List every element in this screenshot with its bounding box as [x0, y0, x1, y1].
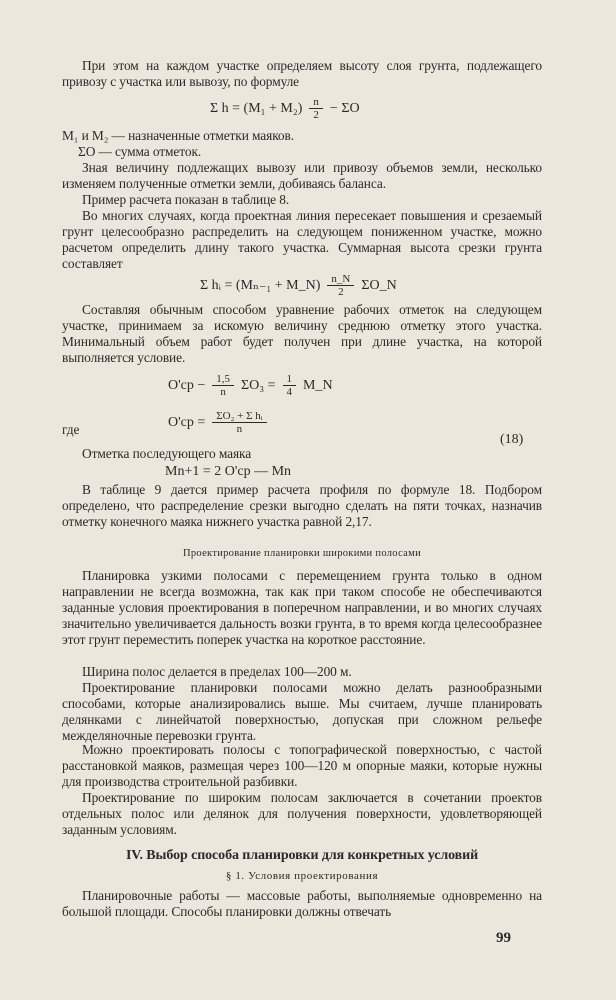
paragraph: Можно проектировать полосы с топографической поверхностью, с частой расстановкой маяков, размещая через 100—120 м опорные маяки, которые нужны для производства строительной разбивки.	[62, 742, 542, 789]
label-where: где	[62, 422, 80, 437]
section-heading: Проектирование планировки широкими полосами	[182, 548, 421, 559]
paragraph: Проектирование по широким полосам заключается в сочетании проектов отдельных полос или делянок для получения поверхности, удовлетворяющей заданным условиям.	[62, 790, 542, 837]
paragraph: Составляя обычным способом уравнение рабочих отметок на следующем участке, принимаем за искомую величину среднюю отметку этого участка. Минимальный объем работ будет получен при длине участка, на которой выполняется условие.	[62, 302, 542, 365]
paragraph: Во многих случаях, когда проектная линия пересекает повышения и срезаемый грунт целесообразно распределить на следующем пониженном участке, можно расчетом определить длину такого участка. Суммарная высота срезки грунта составляет	[62, 208, 542, 271]
chapter-heading: IV. Выбор способа планировки для конкретных условий	[125, 848, 479, 863]
paragraph: Планировочные работы — массовые работы, выполняемые одновременно на большой площади. Способы планировки должны отвечать	[62, 888, 542, 919]
paragraph: Планировка узкими полосами с перемещением грунта только в одном направлении не всегда возможна, так как при таком способе не обеспечиваются заданные условия проектирования в поперечном направлении, и во многих случаях значительно увеличивается дальность возки грунта, в то время когда целесообразнее этот грунт переместить поперек участка на короткое расстояние.	[62, 568, 542, 647]
formula-sum-hi: Σ hᵢ = (Mₙ₋₁ + M_N) $\frac{n\_N}{2}$ ΣO_N	[200, 273, 397, 298]
fraction: $\frac{n\_N}{2}$	[327, 273, 354, 298]
formula-sum-h: Σ h = (M₁ + M₂) $\frac{n}{2}$ − ΣO	[210, 96, 360, 121]
subsection-heading: § 1. Условия проектирования	[225, 870, 379, 882]
fraction: $\frac{n}{2}$	[309, 96, 323, 121]
fraction: $\frac{1}{4}$	[283, 373, 297, 398]
fraction: $\frac{1,5}{n}$	[212, 373, 234, 398]
page-number: 99	[496, 930, 511, 946]
paragraph: Отметка последующего маяка	[82, 446, 252, 461]
paragraph: При этом на каждом участке определяем высоту слоя грунта, подлежащего привозу с участка или вывозу, по формуле	[62, 58, 542, 89]
definition: ΣO — сумма отметок.	[78, 144, 202, 159]
definition: M₁ и M₂ — назначенные отметки маяков.	[62, 128, 295, 143]
formula-o-sr: O'ср = $\frac{\text{ΣO₂ + Σ hᵢ}}{n}$	[168, 410, 270, 435]
paragraph: В таблице 9 дается пример расчета профиля по формуле 18. Подбором определено, что распределение срезки выгодно сделать на пяти точках, назначив отметку конечного маяка нижнего участка равной 2,17.	[62, 482, 542, 529]
paragraph: Ширина полос делается в пределах 100—200 м.	[82, 664, 352, 679]
paragraph: Проектирование планировки полосами можно делать разнообразными способами, которые анализировались выше. Мы считаем, лучше планировать делянками с линейчатой поверхностью, допуская при сложном рельефе межделяночные перевозки грунта.	[62, 680, 542, 743]
formula-next-mark: Mn+1 = 2 O'ср — Mn	[165, 464, 292, 479]
fraction: $\frac{\text{ΣO₂ + Σ hᵢ}}{n}$	[212, 410, 266, 435]
formula-number: (18)	[500, 432, 524, 447]
paragraph: Пример расчета показан в таблице 8.	[82, 192, 290, 207]
paragraph: Зная величину подлежащих вывозу или привозу объемов земли, несколько изменяем полученные отметки земли, добиваясь баланса.	[62, 160, 542, 191]
formula-condition: O'ср − $\frac{1,5}{n}$ ΣO₃ = $\frac{1}{4}$ M_N	[168, 373, 333, 398]
